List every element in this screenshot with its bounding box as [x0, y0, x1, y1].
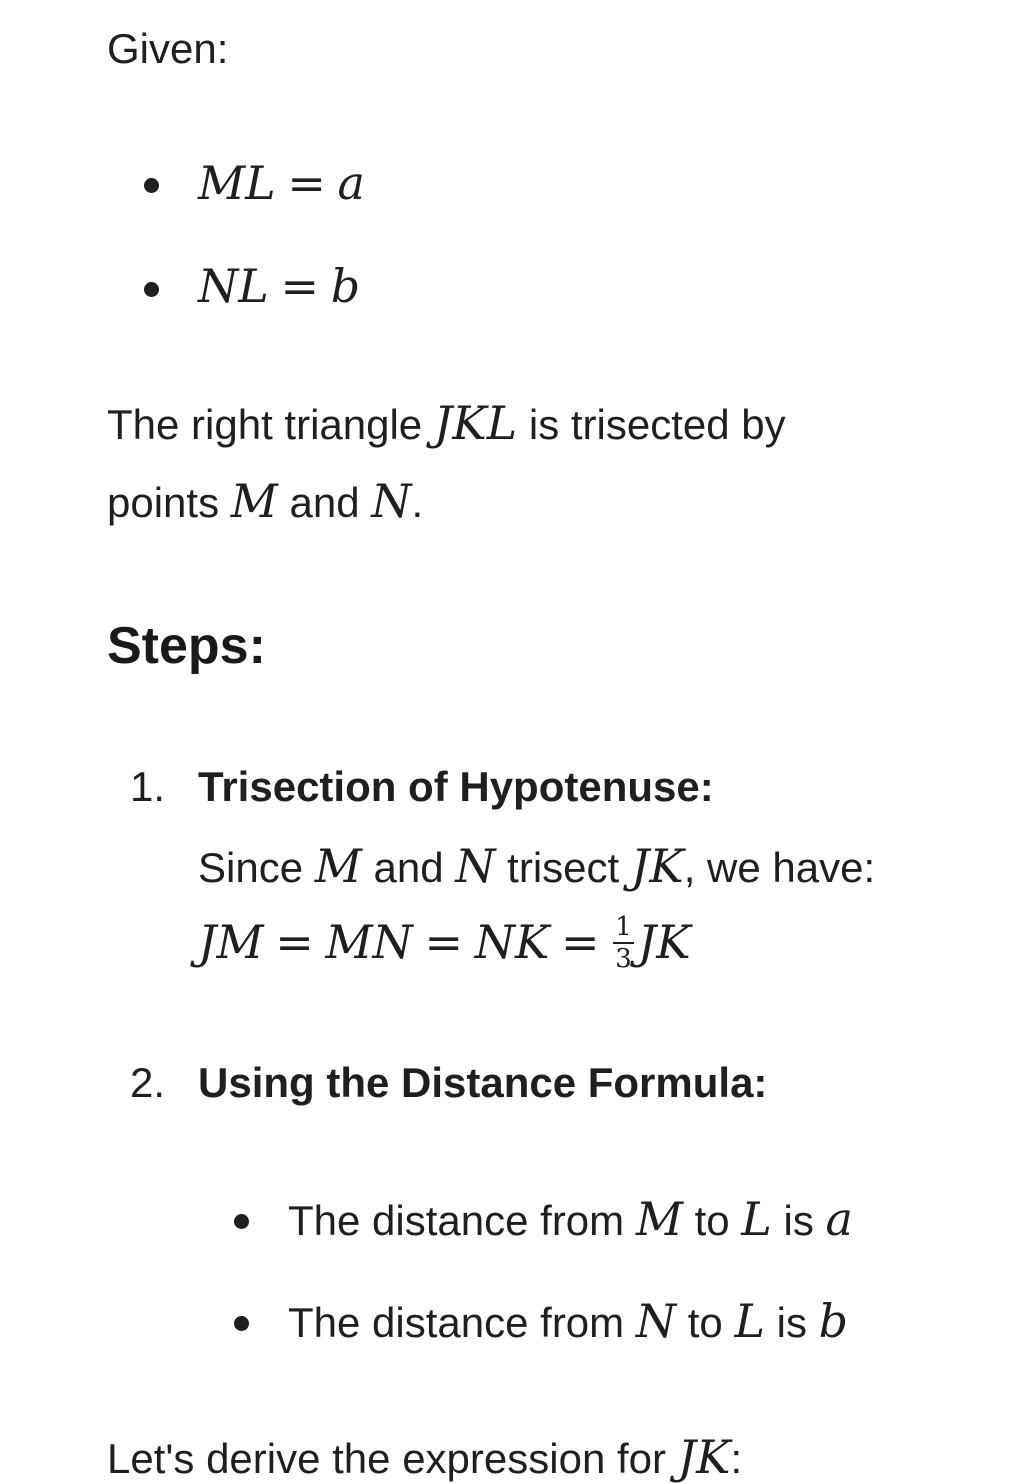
math-op: = [424, 915, 464, 970]
step-title: Using the Distance Formula: [198, 1059, 768, 1106]
math-m: M [314, 839, 362, 893]
given-item-ml [198, 156, 365, 210]
intro-line-2 [107, 474, 424, 528]
intro-text: is trisected by [517, 401, 786, 448]
step-number: 2. [130, 1059, 166, 1106]
math-jk: JK [637, 915, 691, 970]
steps-heading: Steps: [107, 617, 266, 675]
math-jkl: JKL [433, 396, 518, 450]
math-mn: MN [325, 915, 413, 970]
math-jk: JK [677, 1430, 731, 1484]
math-n: N [371, 474, 412, 528]
fraction-one-third [613, 914, 634, 972]
math-op: = [560, 915, 600, 970]
math-op: = [275, 915, 314, 970]
step-2-item [288, 1294, 849, 1348]
step-1-body [198, 839, 876, 893]
math-n: N [455, 839, 496, 893]
closing-text: Let's derive the expression for [107, 1435, 678, 1482]
step-title: Trisection of Hypotenuse: [198, 763, 714, 810]
given-label: Given: [107, 25, 229, 72]
intro-text: and [277, 479, 372, 526]
item-text: The distance from [288, 1299, 636, 1346]
intro-text: . [411, 479, 424, 526]
body-text: Since [198, 844, 315, 891]
math-n: N [635, 1294, 677, 1348]
math-jm: JM [198, 915, 264, 970]
item-text: The distance from [288, 1197, 636, 1244]
step-number: 1. [130, 763, 166, 810]
math-l: L [734, 1294, 765, 1348]
math-m: M [230, 474, 278, 528]
body-text: trisect [495, 844, 631, 891]
item-text: to [682, 1197, 742, 1244]
intro-text: The right triangle [107, 401, 434, 448]
step-2-item [288, 1192, 853, 1246]
bullet-icon [234, 1214, 249, 1229]
intro-text: points [107, 479, 231, 526]
fraction-numerator: 1 [615, 912, 632, 942]
bullet-icon [234, 1316, 249, 1331]
math-a: a [825, 1192, 853, 1246]
math-lhs: NL [198, 259, 269, 313]
math-lhs: ML [198, 156, 276, 210]
body-text: and [361, 844, 456, 891]
math-jk: JK [630, 839, 684, 893]
item-text: is [771, 1197, 826, 1244]
intro-line-1 [107, 396, 786, 450]
bullet-icon [144, 178, 159, 193]
body-text: , we have: [683, 844, 876, 891]
item-text: to [676, 1299, 735, 1346]
math-m: M [635, 1192, 683, 1246]
math-op: = [280, 259, 320, 313]
closing-line [107, 1430, 743, 1484]
item-text: is [764, 1299, 819, 1346]
math-b: b [818, 1294, 849, 1348]
step-1-equation [198, 912, 691, 976]
math-nk: NK [474, 915, 550, 970]
fraction-denominator: 3 [615, 944, 632, 974]
math-rhs: b [330, 259, 361, 313]
math-rhs: a [337, 156, 365, 210]
closing-text: : [730, 1435, 743, 1482]
math-l: L [741, 1192, 772, 1246]
given-item-nl [198, 259, 361, 313]
math-op: = [287, 156, 326, 210]
bullet-icon [144, 282, 159, 297]
